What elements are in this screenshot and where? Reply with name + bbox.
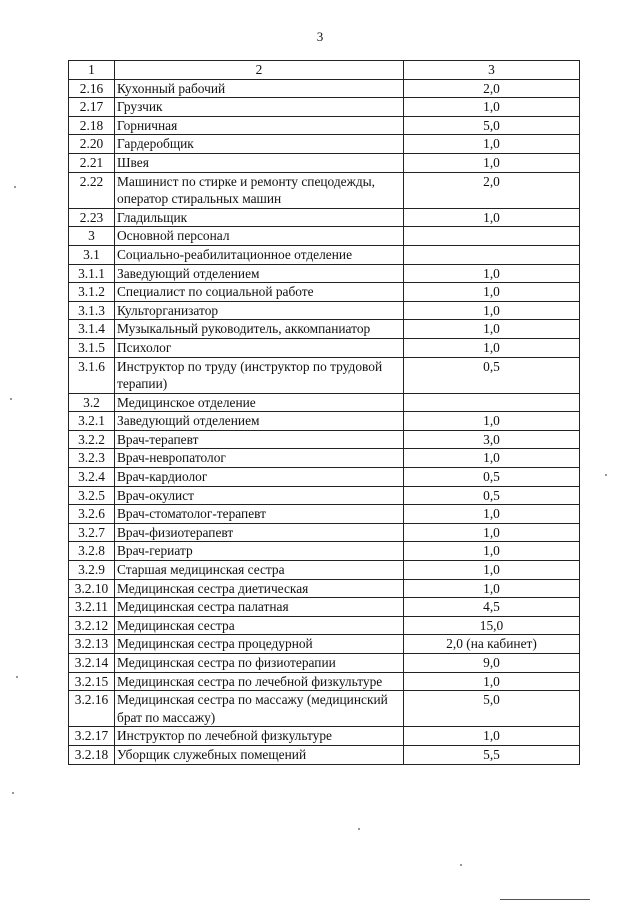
row-number: 3.2.16	[69, 691, 115, 727]
table-row	[69, 523, 580, 542]
row-number: 2.23	[69, 208, 115, 227]
table-row	[69, 116, 580, 135]
row-position-name: Врач-терапевт	[115, 430, 404, 449]
table-row	[69, 598, 580, 617]
row-number: 3.1.4	[69, 320, 115, 339]
row-number: 3.1.1	[69, 264, 115, 283]
row-rate-value: 1,0	[404, 412, 580, 431]
row-number: 3.2.18	[69, 745, 115, 764]
column-header-position: 2	[115, 61, 404, 80]
row-number: 3.2	[69, 393, 115, 412]
row-rate-value: 1,0	[404, 301, 580, 320]
table-row	[69, 283, 580, 302]
row-position-name: Гардеробщик	[115, 135, 404, 154]
row-number: 3.2.10	[69, 579, 115, 598]
row-rate-value: 1,0	[404, 542, 580, 561]
row-number: 3.2.14	[69, 654, 115, 673]
row-position-name: Медицинская сестра процедурной	[115, 635, 404, 654]
row-position-name: Медицинское отделение	[115, 393, 404, 412]
row-number: 3.1.6	[69, 357, 115, 393]
row-position-name: Грузчик	[115, 98, 404, 117]
row-position-name: Старшая медицинская сестра	[115, 561, 404, 580]
table-row	[69, 393, 580, 412]
table-row	[69, 468, 580, 487]
row-rate-value	[404, 393, 580, 412]
row-rate-value: 5,0	[404, 116, 580, 135]
table-row	[69, 320, 580, 339]
row-rate-value: 3,0	[404, 430, 580, 449]
row-rate-value: 2,0	[404, 79, 580, 98]
row-number: 3.2.1	[69, 412, 115, 431]
row-rate-value: 9,0	[404, 654, 580, 673]
row-number: 3.2.12	[69, 616, 115, 635]
table-row	[69, 338, 580, 357]
row-number: 3.2.4	[69, 468, 115, 487]
row-rate-value: 0,5	[404, 357, 580, 393]
table-row	[69, 412, 580, 431]
row-position-name: Медицинская сестра по массажу (медицинский брат по массажу)	[115, 691, 404, 727]
table-row	[69, 153, 580, 172]
row-position-name: Медицинская сестра	[115, 616, 404, 635]
row-rate-value: 1,0	[404, 727, 580, 746]
row-number: 3	[69, 227, 115, 246]
row-position-name: Врач-невропатолог	[115, 449, 404, 468]
table-row	[69, 357, 580, 393]
page-number: 3	[316, 29, 324, 44]
table-row	[69, 449, 580, 468]
row-number: 2.21	[69, 153, 115, 172]
table-row	[69, 245, 580, 264]
staff-table-body	[69, 61, 580, 765]
row-rate-value: 2,0	[404, 172, 580, 208]
row-position-name: Врач-физиотерапевт	[115, 523, 404, 542]
table-row	[69, 654, 580, 673]
row-number: 3.2.9	[69, 561, 115, 580]
table-row	[69, 79, 580, 98]
row-position-name: Кухонный рабочий	[115, 79, 404, 98]
row-position-name: Машинист по стирке и ремонту спецодежды, оператор стиральных машин	[115, 172, 404, 208]
row-rate-value: 1,0	[404, 208, 580, 227]
row-number: 3.2.5	[69, 486, 115, 505]
row-number: 2.20	[69, 135, 115, 154]
row-rate-value: 15,0	[404, 616, 580, 635]
row-rate-value: 0,5	[404, 486, 580, 505]
row-position-name: Врач-гериатр	[115, 542, 404, 561]
row-position-name: Медицинская сестра диетическая	[115, 579, 404, 598]
row-position-name: Врач-кардиолог	[115, 468, 404, 487]
table-row	[69, 505, 580, 524]
row-number: 2.16	[69, 79, 115, 98]
table-row	[69, 635, 580, 654]
row-position-name: Психолог	[115, 338, 404, 357]
row-rate-value: 5,0	[404, 691, 580, 727]
scan-speck	[605, 474, 607, 476]
column-header-number: 1	[69, 61, 115, 80]
row-rate-value: 0,5	[404, 468, 580, 487]
table-row	[69, 227, 580, 246]
table-row	[69, 691, 580, 727]
scan-speck	[12, 792, 14, 794]
row-position-name: Гладильщик	[115, 208, 404, 227]
row-rate-value	[404, 245, 580, 264]
row-rate-value: 1,0	[404, 338, 580, 357]
table-row	[69, 672, 580, 691]
row-position-name: Музыкальный руководитель, аккомпаниатор	[115, 320, 404, 339]
scan-speck	[10, 398, 12, 400]
row-number: 3.1.5	[69, 338, 115, 357]
scan-speck	[460, 864, 462, 866]
row-rate-value	[404, 227, 580, 246]
row-position-name: Уборщик служебных помещений	[115, 745, 404, 764]
row-rate-value: 1,0	[404, 98, 580, 117]
row-number: 3.2.11	[69, 598, 115, 617]
row-number: 3.2.7	[69, 523, 115, 542]
row-number: 3.1.3	[69, 301, 115, 320]
row-number: 3.2.8	[69, 542, 115, 561]
scan-speck	[358, 828, 360, 830]
row-rate-value: 1,0	[404, 153, 580, 172]
row-position-name: Швея	[115, 153, 404, 172]
row-position-name: Основной персонал	[115, 227, 404, 246]
staff-table	[68, 60, 580, 765]
row-rate-value: 1,0	[404, 320, 580, 339]
table-row	[69, 172, 580, 208]
row-number: 2.17	[69, 98, 115, 117]
table-row	[69, 561, 580, 580]
scan-speck	[16, 676, 18, 678]
row-number: 3.2.2	[69, 430, 115, 449]
row-position-name: Горничная	[115, 116, 404, 135]
table-row	[69, 542, 580, 561]
row-position-name: Медицинская сестра по лечебной физкультуре	[115, 672, 404, 691]
table-row	[69, 301, 580, 320]
row-rate-value: 1,0	[404, 135, 580, 154]
row-number: 3.2.17	[69, 727, 115, 746]
table-row	[69, 616, 580, 635]
row-position-name: Врач-окулист	[115, 486, 404, 505]
row-position-name: Социально-реабилитационное отделение	[115, 245, 404, 264]
table-row	[69, 486, 580, 505]
scan-edge-line	[500, 899, 590, 900]
column-header-rate: 3	[404, 61, 580, 80]
table-row	[69, 264, 580, 283]
row-rate-value: 1,0	[404, 561, 580, 580]
row-position-name: Инструктор по лечебной физкультуре	[115, 727, 404, 746]
row-rate-value: 1,0	[404, 672, 580, 691]
table-row	[69, 208, 580, 227]
table-row	[69, 745, 580, 764]
row-number: 3.1.2	[69, 283, 115, 302]
scan-speck	[14, 186, 16, 188]
table-row	[69, 430, 580, 449]
row-rate-value: 1,0	[404, 449, 580, 468]
row-position-name: Специалист по социальной работе	[115, 283, 404, 302]
row-position-name: Заведующий отделением	[115, 264, 404, 283]
row-number: 3.2.3	[69, 449, 115, 468]
row-position-name: Культорганизатор	[115, 301, 404, 320]
row-number: 3.1	[69, 245, 115, 264]
table-header-row	[69, 61, 580, 80]
table-row	[69, 135, 580, 154]
row-number: 2.18	[69, 116, 115, 135]
row-rate-value: 1,0	[404, 579, 580, 598]
row-rate-value: 5,5	[404, 745, 580, 764]
row-rate-value: 4,5	[404, 598, 580, 617]
table-row	[69, 727, 580, 746]
row-position-name: Медицинская сестра по физиотерапии	[115, 654, 404, 673]
row-position-name: Врач-стоматолог-терапевт	[115, 505, 404, 524]
row-rate-value: 1,0	[404, 283, 580, 302]
table-row	[69, 579, 580, 598]
row-number: 2.22	[69, 172, 115, 208]
row-number: 3.2.6	[69, 505, 115, 524]
row-number: 3.2.13	[69, 635, 115, 654]
row-position-name: Инструктор по труду (инструктор по трудовой терапии)	[115, 357, 404, 393]
row-rate-value: 1,0	[404, 264, 580, 283]
row-position-name: Медицинская сестра палатная	[115, 598, 404, 617]
row-rate-value: 2,0 (на кабинет)	[404, 635, 580, 654]
table-row	[69, 98, 580, 117]
row-position-name: Заведующий отделением	[115, 412, 404, 431]
row-number: 3.2.15	[69, 672, 115, 691]
row-rate-value: 1,0	[404, 505, 580, 524]
row-rate-value: 1,0	[404, 523, 580, 542]
